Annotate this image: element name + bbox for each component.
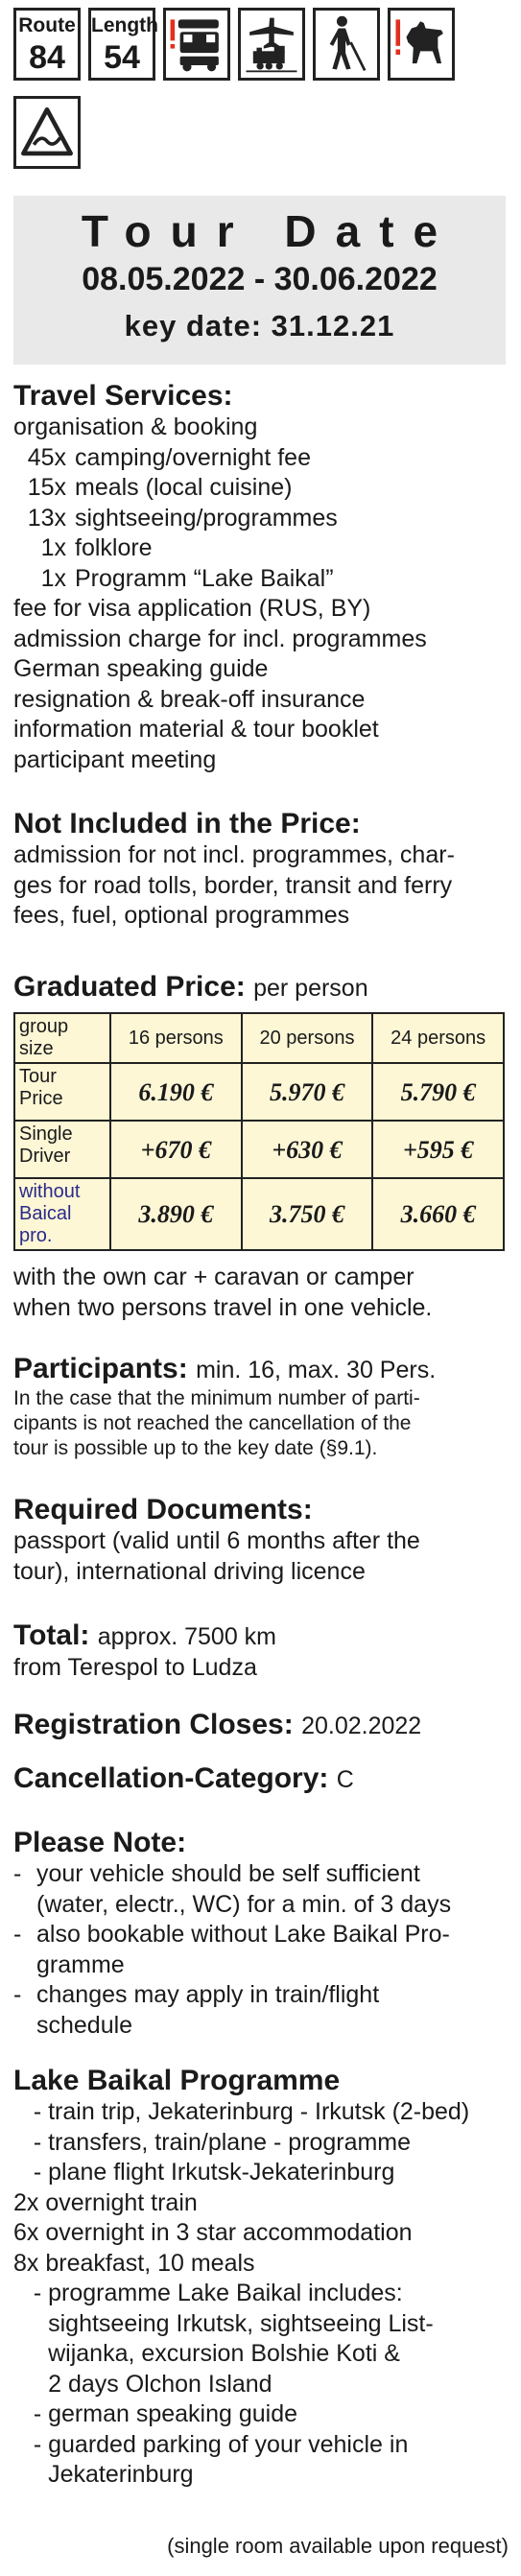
price-cell: 3.890 € bbox=[110, 1178, 242, 1250]
baikal-line: programme Lake Baikal includes: bbox=[48, 2280, 403, 2306]
service-extra: information material & tour booklet bbox=[13, 716, 379, 743]
registration-section bbox=[13, 1709, 509, 1742]
service-qty: 13x bbox=[27, 504, 66, 532]
cancellation-section bbox=[13, 1762, 509, 1796]
single-room-footnote: (single room available upon request) bbox=[167, 2534, 509, 2558]
participants-note: cipants is not reached the cancellation of the bbox=[13, 1412, 412, 1434]
note-line: gramme bbox=[36, 1950, 125, 1978]
note-line: schedule bbox=[36, 2011, 133, 2039]
key-date: key date: 31.12.21 bbox=[124, 309, 395, 343]
service-qty: 15x bbox=[27, 474, 66, 501]
price-note: with the own car + caravan or camper bbox=[13, 1264, 414, 1290]
baikal-line: guarded parking of your vehicle in bbox=[48, 2430, 409, 2458]
baikal-item bbox=[13, 2097, 509, 2128]
table-header-cell: 24 persons bbox=[372, 1013, 504, 1063]
price-table-header bbox=[14, 1013, 504, 1063]
service-extra: admission charge for incl. programmes bbox=[13, 625, 427, 652]
table-row bbox=[14, 1121, 504, 1178]
service-qty: 45x bbox=[27, 443, 66, 471]
length-box bbox=[88, 8, 158, 81]
baikal-prefix: - bbox=[13, 2400, 49, 2427]
cancellation-value: C bbox=[336, 1766, 354, 1793]
cancellation-heading: Cancellation-Category: bbox=[13, 1762, 329, 1794]
participants-note: tour is possible up to the key date (§9.1). bbox=[13, 1437, 378, 1459]
bullet-dash: - bbox=[13, 1981, 22, 2008]
baikal-item bbox=[13, 2158, 509, 2188]
row-label: Single Driver bbox=[14, 1121, 110, 1178]
baikal-item bbox=[13, 2249, 509, 2280]
service-text: meals (local cuisine) bbox=[75, 474, 293, 501]
price-cell: +595 € bbox=[372, 1121, 504, 1178]
service-extra: fee for visa application (RUS, BY) bbox=[13, 595, 371, 622]
note-line: your vehicle should be self sufficient bbox=[36, 1860, 420, 1887]
baikal-text bbox=[48, 2128, 411, 2159]
tour-date-heading: Tour Date bbox=[81, 206, 458, 256]
length-number: 54 bbox=[104, 39, 140, 76]
baikal-line: overnight in 3 star accommodation bbox=[45, 2219, 413, 2246]
price-cell: +630 € bbox=[242, 1121, 373, 1178]
service-extra: participant meeting bbox=[13, 745, 217, 773]
baikal-item bbox=[13, 2430, 509, 2491]
price-cell: 5.790 € bbox=[372, 1063, 504, 1121]
table-row bbox=[14, 1063, 504, 1121]
baikal-text bbox=[45, 2218, 412, 2249]
icon-row bbox=[13, 8, 455, 81]
row-label: without Baical pro. bbox=[14, 1178, 110, 1250]
participants-note: In the case that the minimum number of parti- bbox=[13, 1387, 420, 1409]
note-line: (water, electr., WC) for a min. of 3 days bbox=[36, 1890, 452, 1918]
note-item bbox=[13, 1980, 509, 2041]
baikal-text bbox=[48, 2399, 297, 2430]
bullet-dash: - bbox=[13, 1860, 22, 1887]
route-box bbox=[13, 8, 81, 81]
baikal-prefix: - bbox=[13, 2280, 49, 2306]
travel-services-heading: Travel Services: bbox=[13, 380, 233, 412]
road-hazard-icon bbox=[13, 96, 81, 169]
note-line: also bookable without Lake Baikal Pro- bbox=[36, 1921, 450, 1948]
total-heading: Total: bbox=[13, 1619, 90, 1651]
price-notes bbox=[13, 1263, 509, 1323]
service-qty: 1x bbox=[40, 564, 66, 592]
baikal-prefix: - bbox=[13, 2128, 49, 2156]
baikal-line: overnight train bbox=[45, 2188, 198, 2216]
registration-heading: Registration Closes: bbox=[13, 1709, 294, 1740]
baikal-line: Jekaterinburg bbox=[48, 2461, 194, 2488]
price-cell: 6.190 € bbox=[110, 1063, 242, 1121]
price-unit: per person bbox=[253, 975, 368, 1002]
total-route: from Terespol to Ludza bbox=[13, 1654, 257, 1681]
camper-warning-icon bbox=[163, 8, 230, 81]
documents-heading: Required Documents: bbox=[13, 1494, 313, 1525]
service-text: folklore bbox=[75, 534, 153, 561]
price-cell: 3.750 € bbox=[242, 1178, 373, 1250]
length-label: Length bbox=[91, 14, 158, 36]
services-intro: organisation & booking bbox=[13, 414, 258, 440]
not-included-line: ges for road tolls, border, transit and ferry bbox=[13, 871, 453, 899]
row-label: Tour Price bbox=[14, 1063, 110, 1121]
visually-impaired-icon bbox=[313, 8, 380, 81]
service-text: camping/overnight fee bbox=[75, 443, 311, 471]
baikal-prefix: 8x bbox=[13, 2249, 46, 2277]
service-extra: resignation & break-off insurance bbox=[13, 685, 366, 713]
route-label: Route bbox=[18, 14, 76, 36]
price-cell: +670 € bbox=[110, 1121, 242, 1178]
baikal-prefix: 6x bbox=[13, 2219, 46, 2246]
note-item bbox=[13, 1859, 509, 1920]
baikal-heading: Lake Baikal Programme bbox=[13, 2065, 341, 2096]
baikal-line: wijanka, excursion Bolshie Koti & bbox=[48, 2340, 400, 2367]
tour-date-range: 08.05.2022 - 30.06.2022 bbox=[82, 261, 438, 297]
please-note-heading: Please Note: bbox=[13, 1827, 187, 1858]
participants-heading: Participants: bbox=[13, 1353, 188, 1384]
service-item bbox=[13, 473, 509, 504]
baikal-text bbox=[48, 2430, 408, 2491]
registration-value: 20.02.2022 bbox=[301, 1713, 422, 1739]
baikal-text bbox=[45, 2188, 197, 2219]
service-text: Programm “Lake Baikal” bbox=[75, 564, 334, 592]
baikal-line: plane flight Irkutsk-Jekaterinburg bbox=[48, 2159, 395, 2186]
price-cell: 3.660 € bbox=[372, 1178, 504, 1250]
bullet-dash: - bbox=[13, 1921, 22, 1948]
service-item bbox=[13, 443, 509, 474]
baikal-text bbox=[45, 2249, 254, 2280]
price-table bbox=[13, 1012, 505, 1251]
table-header-cell: group size bbox=[14, 1013, 110, 1063]
participants-value: min. 16, max. 30 Pers. bbox=[196, 1357, 437, 1383]
baikal-prefix: - bbox=[13, 2098, 49, 2125]
not-included-line: admission for not incl. programmes, char- bbox=[13, 841, 455, 868]
baikal-list bbox=[13, 2097, 509, 2491]
please-note-section bbox=[13, 1827, 509, 2041]
baikal-item bbox=[13, 2188, 509, 2219]
not-included-line: fees, fuel, optional programmes bbox=[13, 902, 350, 929]
total-value: approx. 7500 km bbox=[97, 1623, 276, 1650]
documents-section bbox=[13, 1494, 509, 1587]
service-item bbox=[13, 564, 509, 595]
baikal-prefix: 2x bbox=[13, 2188, 46, 2216]
travel-services-section bbox=[13, 380, 509, 775]
no-dogs-icon bbox=[388, 8, 455, 81]
note-line: changes may apply in train/flight bbox=[36, 1981, 380, 2008]
not-included-heading: Not Included in the Price: bbox=[13, 808, 361, 839]
baikal-text bbox=[48, 2097, 469, 2128]
table-row bbox=[14, 1178, 504, 1250]
note-item bbox=[13, 1920, 509, 1980]
baikal-item bbox=[13, 2218, 509, 2249]
services-list bbox=[13, 443, 509, 595]
participants-section bbox=[13, 1353, 509, 1461]
price-cell: 5.970 € bbox=[242, 1063, 373, 1121]
not-included-section bbox=[13, 808, 509, 932]
baikal-line: german speaking guide bbox=[48, 2400, 298, 2427]
route-number: 84 bbox=[29, 39, 65, 76]
baikal-line: sightseeing Irkutsk, sightseeing List- bbox=[48, 2309, 434, 2337]
service-text: sightseeing/programmes bbox=[75, 504, 338, 532]
baikal-prefix: - bbox=[13, 2430, 49, 2458]
service-extra: German speaking guide bbox=[13, 655, 269, 682]
services-extras bbox=[13, 594, 509, 775]
table-header-cell: 16 persons bbox=[110, 1013, 242, 1063]
note-text bbox=[36, 1920, 450, 1980]
baikal-line: transfers, train/plane - programme bbox=[48, 2128, 412, 2156]
baikal-item bbox=[13, 2128, 509, 2159]
baikal-text bbox=[48, 2158, 394, 2188]
train-plane-icon bbox=[238, 8, 305, 81]
baikal-prefix: - bbox=[13, 2159, 49, 2186]
documents-line: tour), international driving licence bbox=[13, 1557, 366, 1585]
table-header-cell: 20 persons bbox=[242, 1013, 373, 1063]
service-item bbox=[13, 533, 509, 564]
baikal-item bbox=[13, 2399, 509, 2430]
graduated-price-heading: Graduated Price: bbox=[13, 971, 246, 1003]
baikal-programme-section bbox=[13, 2065, 509, 2491]
tour-date-panel bbox=[13, 196, 506, 365]
service-item bbox=[13, 504, 509, 534]
note-text bbox=[36, 1980, 379, 2041]
baikal-line: train trip, Jekaterinburg - Irkutsk (2-bed) bbox=[48, 2098, 470, 2125]
graduated-price-section bbox=[13, 971, 509, 1004]
documents-line: passport (valid until 6 months after the bbox=[13, 1527, 420, 1554]
baikal-text bbox=[48, 2279, 434, 2399]
please-note-list bbox=[13, 1859, 509, 2041]
baikal-item bbox=[13, 2279, 509, 2399]
baikal-line: 2 days Olchon Island bbox=[48, 2370, 272, 2398]
note-text bbox=[36, 1859, 451, 1920]
total-section bbox=[13, 1619, 509, 1684]
price-note: when two persons travel in one vehicle. bbox=[13, 1293, 433, 1321]
service-qty: 1x bbox=[40, 534, 66, 561]
baikal-line: breakfast, 10 meals bbox=[45, 2249, 255, 2277]
